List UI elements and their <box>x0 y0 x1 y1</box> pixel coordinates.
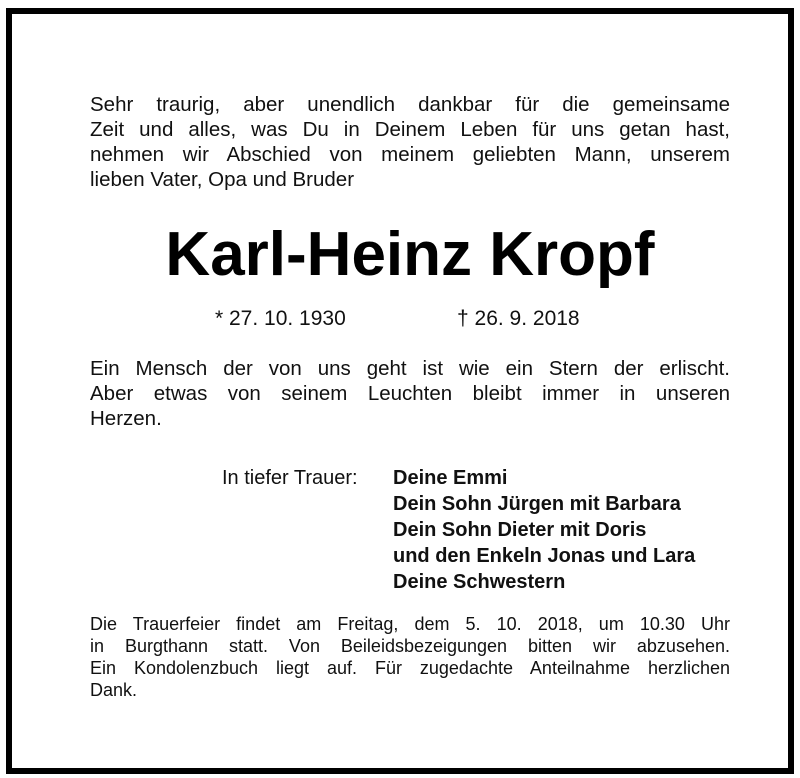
life-dates <box>90 304 730 334</box>
intro-line: nehmen wir Abschied von meinem geliebten Mann, unserem <box>90 143 730 166</box>
intro-line: Sehr traurig, aber unendlich dankbar für die gemeinsame <box>90 93 730 116</box>
mourning-section <box>90 465 730 595</box>
deceased-name: Karl-Heinz Kropf <box>165 220 655 289</box>
mourner-item: Dein Sohn Jürgen mit Barbara <box>393 493 681 515</box>
quote-line: Ein Mensch der von uns geht ist wie ein Stern der erlischt. <box>90 357 730 380</box>
quote-line: Herzen. <box>90 407 162 430</box>
notice-line: Die Trauerfeier findet am Freitag, dem 5. 10. 2018, um 10.30 Uhr <box>90 614 730 634</box>
mourner-item: Deine Emmi <box>393 467 508 489</box>
obituary-frame <box>6 8 794 774</box>
mourner-item: Deine Schwestern <box>393 571 566 593</box>
mourner-item: Dein Sohn Dieter mit Doris <box>393 519 647 541</box>
intro-line: Zeit und alles, was Du in Deinem Leben für uns getan hast, <box>90 118 730 141</box>
mourners-list <box>393 465 695 595</box>
intro-paragraph <box>90 92 730 192</box>
notice-line: in Burgthann statt. Von Beileidsbezeigungen bitten wir abzusehen. <box>90 636 730 656</box>
mourning-label: In tiefer Trauer: <box>222 467 358 489</box>
memorial-quote <box>90 356 730 431</box>
death-date: † 26. 9. 2018 <box>457 307 580 330</box>
funeral-notice <box>90 613 730 701</box>
birth-date: * 27. 10. 1930 <box>215 307 346 330</box>
quote-line: Aber etwas von seinem Leuchten bleibt immer in unseren <box>90 382 730 405</box>
notice-line: Dank. <box>90 680 138 700</box>
notice-line: Ein Kondolenzbuch liegt auf. Für zugedachte Anteilnahme herzlichen <box>90 658 730 678</box>
mourner-item: und den Enkeln Jonas und Lara <box>393 545 696 567</box>
obituary-content <box>90 92 730 701</box>
intro-line: lieben Vater, Opa und Bruder <box>90 168 355 191</box>
